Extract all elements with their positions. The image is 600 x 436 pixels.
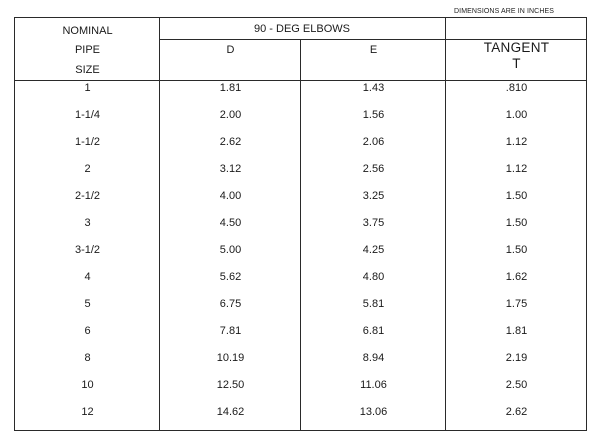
cell-t: .810 xyxy=(505,82,528,94)
cell-d: 4.00 xyxy=(219,190,242,202)
cell-e: 1.56 xyxy=(362,109,385,121)
cell-d: 2.62 xyxy=(219,136,242,148)
table-row xyxy=(15,217,588,230)
cell-size: 4 xyxy=(84,271,91,283)
header-group-title: 90 - DEG ELBOWS xyxy=(254,23,350,35)
cell-t: 1.62 xyxy=(505,271,528,283)
header-bottom-rule xyxy=(15,80,587,81)
table-row xyxy=(15,136,588,149)
header-tangent-t: T xyxy=(512,56,521,71)
cell-size: 12 xyxy=(81,406,94,418)
cell-t: 1.50 xyxy=(505,244,528,256)
units-note: DIMENSIONS ARE IN INCHES xyxy=(454,8,555,15)
cell-t: 2.62 xyxy=(505,406,528,418)
cell-t: 1.00 xyxy=(505,109,528,121)
table-row xyxy=(15,244,588,257)
cell-size: 6 xyxy=(84,325,91,337)
table-row xyxy=(15,190,588,203)
table-row xyxy=(15,325,588,338)
cell-e: 5.81 xyxy=(362,298,385,310)
header-d: D xyxy=(226,44,235,56)
cell-t: 1.75 xyxy=(505,298,528,310)
cell-d: 2.00 xyxy=(219,109,242,121)
cell-t: 1.50 xyxy=(505,190,528,202)
header-tangent: TANGENT xyxy=(483,40,550,55)
cell-t: 2.50 xyxy=(505,379,528,391)
cell-t: 1.12 xyxy=(505,136,528,148)
cell-e: 1.43 xyxy=(362,82,385,94)
cell-t: 2.19 xyxy=(505,352,528,364)
cell-t: 1.12 xyxy=(505,163,528,175)
cell-d: 10.19 xyxy=(216,352,245,364)
table-row xyxy=(15,379,588,392)
cell-t: 1.50 xyxy=(505,217,528,229)
cell-d: 12.50 xyxy=(216,379,245,391)
cell-e: 4.25 xyxy=(362,244,385,256)
cell-size: 3-1/2 xyxy=(74,244,101,256)
table-row xyxy=(15,82,588,95)
cell-size: 1-1/2 xyxy=(74,136,101,148)
table-row xyxy=(15,298,588,311)
cell-d: 7.81 xyxy=(219,325,242,337)
header-pipe: PIPE xyxy=(74,44,101,56)
cell-size: 1 xyxy=(84,82,91,94)
header-e: E xyxy=(369,44,378,56)
cell-d: 1.81 xyxy=(219,82,242,94)
cell-d: 14.62 xyxy=(216,406,245,418)
table-row xyxy=(15,406,588,419)
cell-e: 4.80 xyxy=(362,271,385,283)
cell-e: 2.56 xyxy=(362,163,385,175)
cell-e: 3.75 xyxy=(362,217,385,229)
column-divider xyxy=(300,39,301,430)
cell-size: 2-1/2 xyxy=(74,190,101,202)
cell-d: 4.50 xyxy=(219,217,242,229)
cell-d: 6.75 xyxy=(219,298,242,310)
cell-e: 6.81 xyxy=(362,325,385,337)
cell-d: 3.12 xyxy=(219,163,242,175)
table-row xyxy=(15,163,588,176)
table-row xyxy=(15,271,588,284)
cell-e: 8.94 xyxy=(362,352,385,364)
table-row xyxy=(15,352,588,365)
cell-size: 1-1/4 xyxy=(74,109,101,121)
cell-e: 2.06 xyxy=(362,136,385,148)
elbow-dimensions-table xyxy=(14,17,587,431)
cell-size: 8 xyxy=(84,352,91,364)
cell-e: 3.25 xyxy=(362,190,385,202)
cell-size: 10 xyxy=(81,379,94,391)
table-row xyxy=(15,109,588,122)
cell-e: 13.06 xyxy=(359,406,388,418)
cell-t: 1.81 xyxy=(505,325,528,337)
cell-e: 11.06 xyxy=(360,379,387,391)
cell-size: 5 xyxy=(84,298,91,310)
cell-size: 3 xyxy=(84,217,91,229)
header-size: SIZE xyxy=(75,64,100,76)
header-nominal: NOMINAL xyxy=(62,25,113,37)
cell-d: 5.00 xyxy=(219,244,242,256)
cell-d: 5.62 xyxy=(219,271,242,283)
cell-size: 2 xyxy=(84,163,91,175)
